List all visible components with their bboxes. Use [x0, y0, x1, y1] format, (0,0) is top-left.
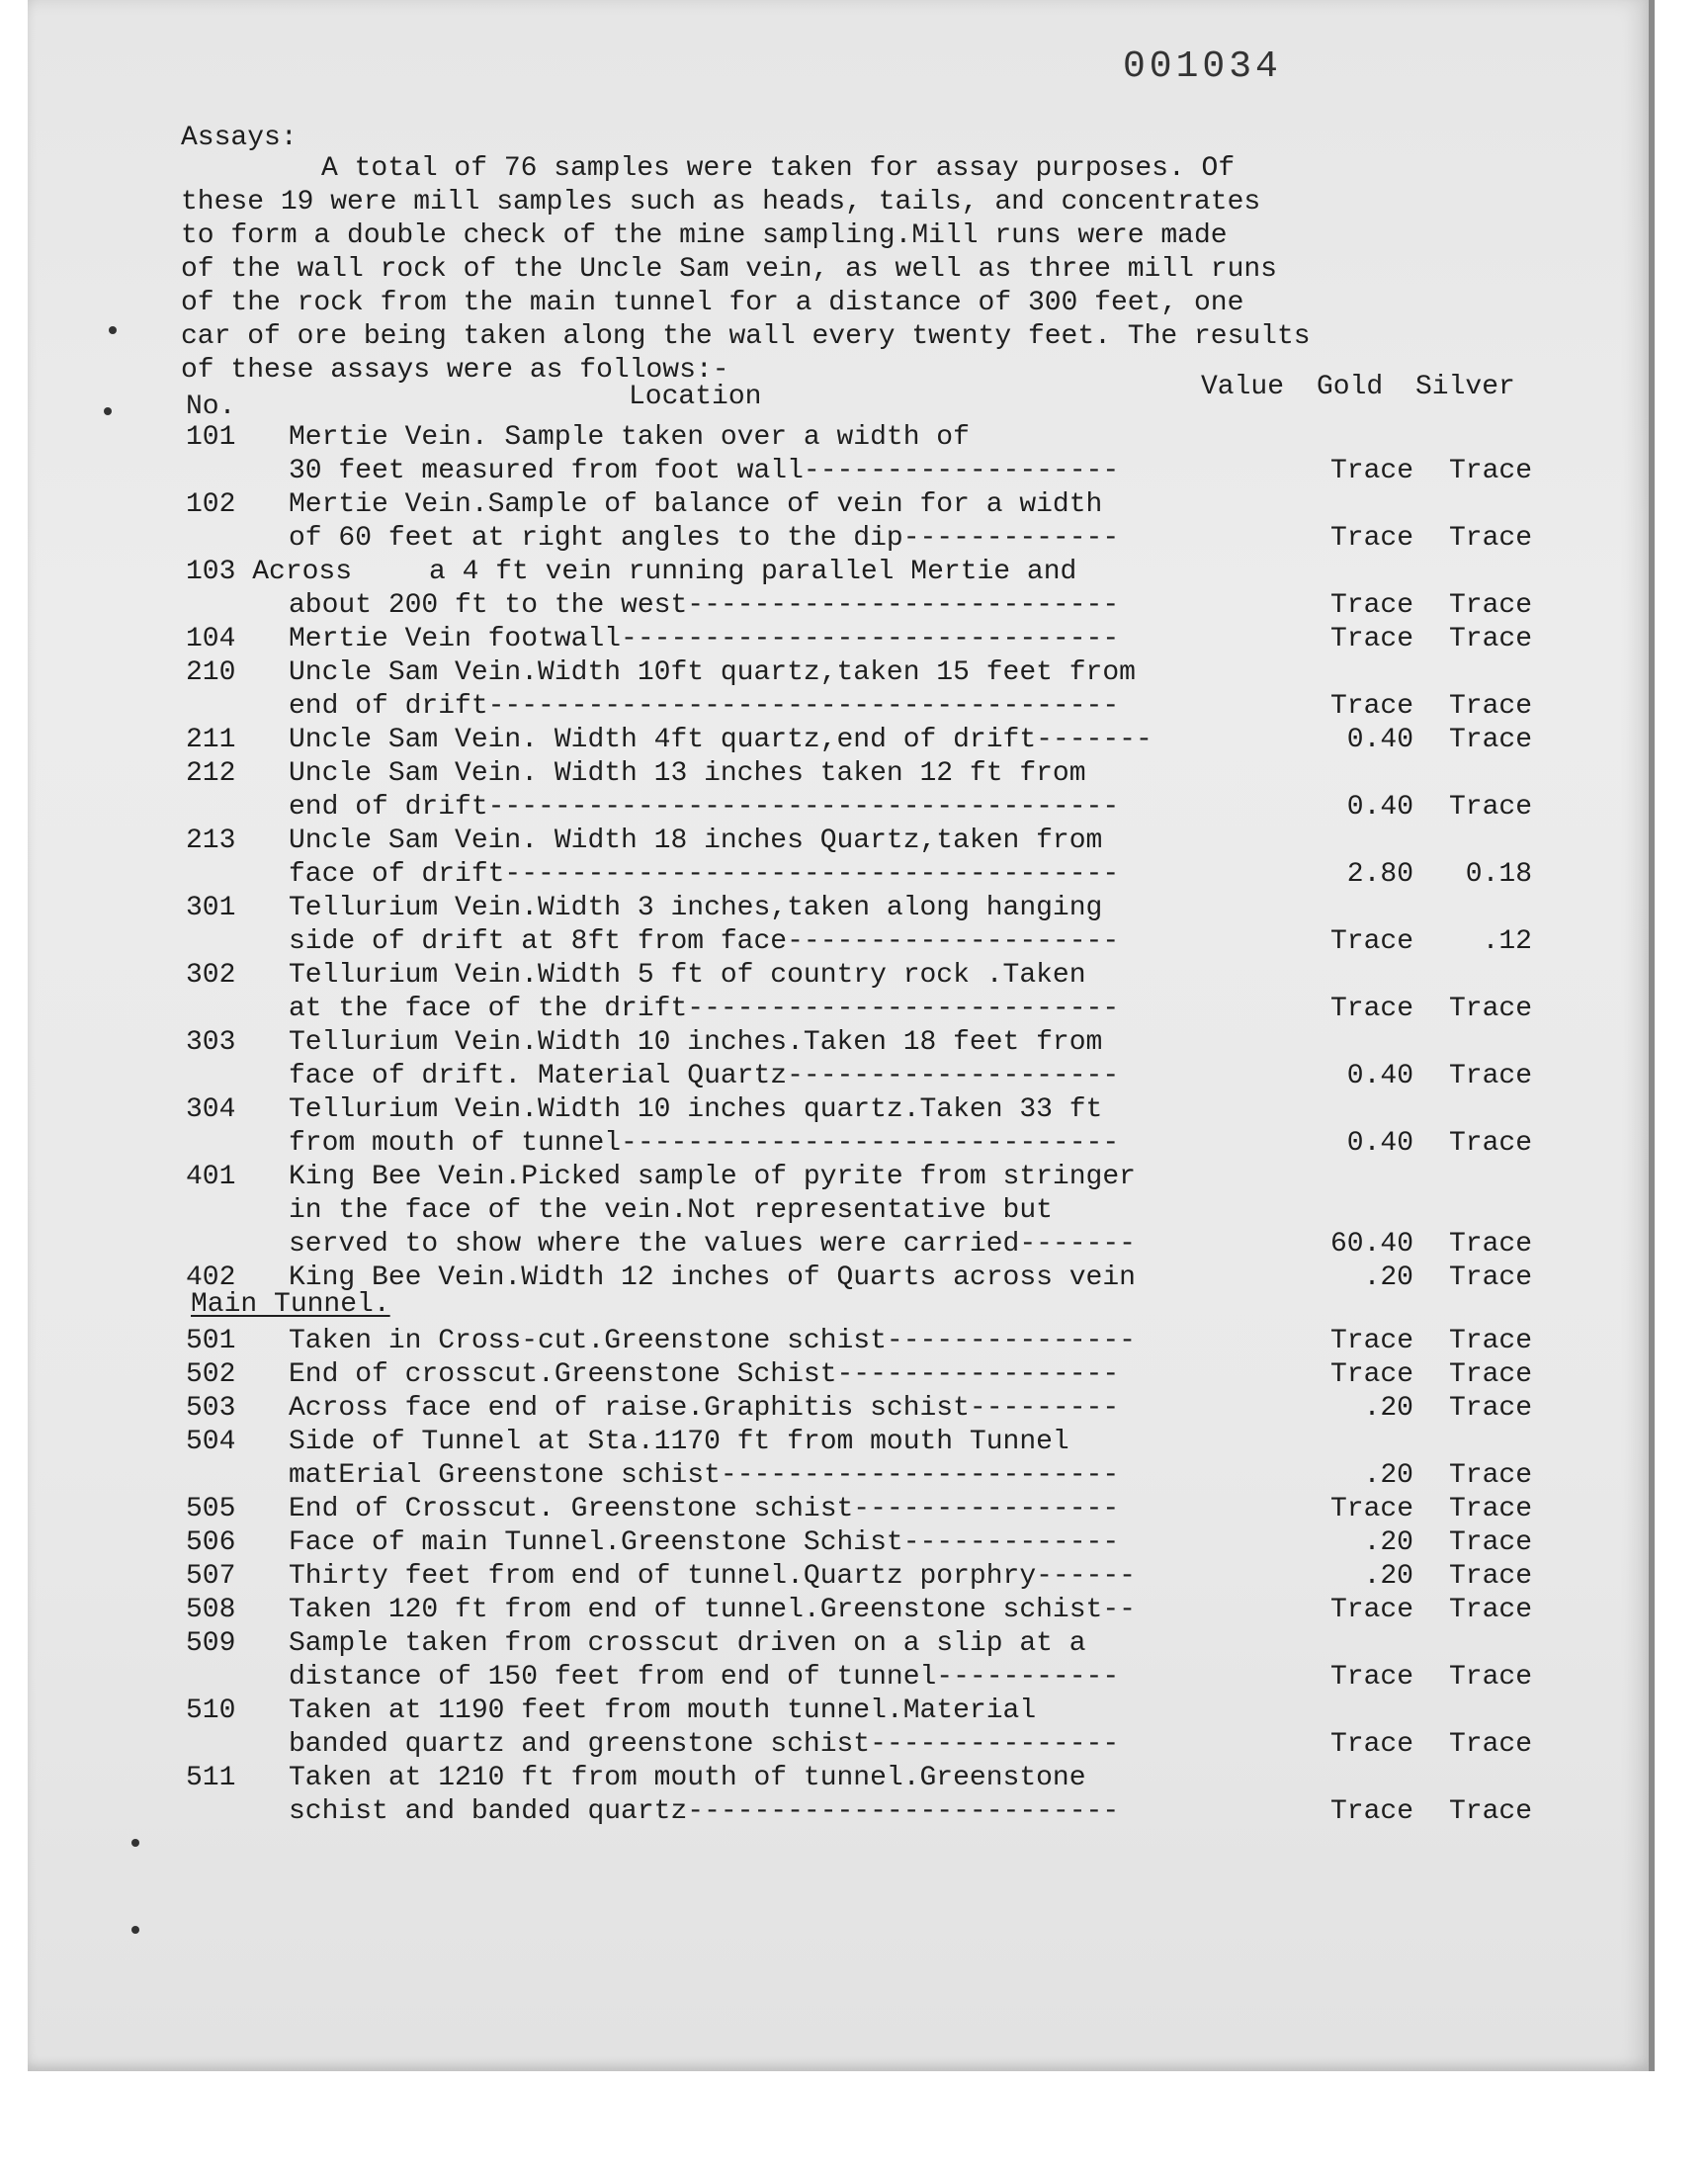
silver-value: Trace [1448, 1595, 1532, 1625]
scan-speck [131, 1926, 139, 1934]
gold-value: 0.40 [1346, 725, 1413, 755]
gold-value: Trace [1329, 1595, 1413, 1625]
silver-value: Trace [1448, 1393, 1532, 1424]
sample-number: 401 [186, 1162, 236, 1192]
sample-number: 502 [186, 1359, 236, 1390]
sample-number: 511 [186, 1763, 236, 1793]
sample-location-line: Mertie Vein.Sample of balance of vein for a width [289, 489, 1103, 520]
gold-value: 0.40 [1346, 792, 1413, 823]
sample-location-line: from mouth of tunnel------------------------------ [289, 1128, 1120, 1159]
sample-location-line: Tellurium Vein.Width 10 inches quartz.Taken 33 ft [289, 1094, 1103, 1125]
silver-value: Trace [1448, 1527, 1532, 1558]
sample-location-line: Uncle Sam Vein. Width 4ft quartz,end of drift------- [289, 725, 1153, 755]
sample-location-line: Tellurium Vein.Width 5 ft of country rock .Taken [289, 960, 1086, 991]
sample-location-line: Across face end of raise.Graphitis schist--------- [289, 1393, 1120, 1424]
sample-location-line: distance of 150 feet from end of tunnel----------- [289, 1662, 1120, 1693]
intro-line: A total of 76 samples were taken for assay purposes. Of [321, 153, 1236, 184]
gold-value: Trace [1329, 624, 1413, 654]
intro-line: of the wall rock of the Uncle Sam vein, as well as three mill runs [181, 254, 1277, 285]
intro-line: of the rock from the main tunnel for a distance of 300 feet, one [181, 288, 1244, 318]
sample-location-line: Taken in Cross-cut.Greenstone schist--------------- [289, 1326, 1136, 1356]
sample-location-line: Uncle Sam Vein.Width 10ft quartz,taken 15 feet from [289, 657, 1136, 688]
gold-value: Trace [1329, 523, 1413, 554]
sample-number: 501 [186, 1326, 236, 1356]
sample-number: 507 [186, 1561, 236, 1592]
gold-value: Trace [1329, 691, 1413, 722]
sample-number: 103 Across [186, 557, 353, 587]
silver-value: Trace [1448, 1561, 1532, 1592]
sample-location-line: face of drift. Material Quartz-------------------- [289, 1061, 1120, 1091]
gold-value: Trace [1329, 1359, 1413, 1390]
column-header-silver: Silver [1415, 372, 1515, 402]
sample-location-line: Side of Tunnel at Sta.1170 ft from mouth Tunnel [289, 1427, 1069, 1457]
silver-value: Trace [1448, 1262, 1532, 1293]
silver-value: .12 [1482, 926, 1532, 957]
silver-value: Trace [1448, 1061, 1532, 1091]
intro-line: car of ore being taken along the wall every twenty feet. The results [181, 321, 1311, 352]
silver-value: Trace [1448, 1729, 1532, 1760]
sample-location-line: served to show where the values were carried------- [289, 1229, 1136, 1260]
sample-location-line: Uncle Sam Vein. Width 18 inches Quartz,taken from [289, 826, 1103, 856]
sample-location-line: Mertie Vein footwall------------------------------ [289, 624, 1120, 654]
gold-value: .20 [1363, 1393, 1413, 1424]
main-tunnel-heading: Main Tunnel. [191, 1289, 390, 1320]
sample-number: 509 [186, 1628, 236, 1659]
gold-value: Trace [1329, 1729, 1413, 1760]
gold-value: 0.40 [1346, 1061, 1413, 1091]
sample-number: 402 [186, 1262, 236, 1293]
sample-number: 503 [186, 1393, 236, 1424]
silver-value: Trace [1448, 1326, 1532, 1356]
column-header-gold: Gold [1317, 372, 1384, 402]
silver-value: Trace [1448, 1359, 1532, 1390]
sample-location-line: 30 feet measured from foot wall------------------- [289, 456, 1120, 486]
gold-value: Trace [1329, 994, 1413, 1024]
sample-location-line: King Bee Vein.Width 12 inches of Quarts across vein [289, 1262, 1136, 1293]
sample-location-line: end of drift-------------------------------------- [289, 691, 1120, 722]
silver-value: Trace [1448, 590, 1532, 621]
sample-location-line: at the face of the drift-------------------------- [289, 994, 1120, 1024]
scan-speck [104, 407, 112, 415]
intro-line: these 19 were mill samples such as heads, tails, and concentrates [181, 187, 1261, 218]
sample-number: 506 [186, 1527, 236, 1558]
column-header-location: Location [629, 382, 762, 412]
sample-number: 504 [186, 1427, 236, 1457]
sample-location-line: End of crosscut.Greenstone Schist----------------- [289, 1359, 1120, 1390]
sample-location-line: side of drift at 8ft from face-------------------- [289, 926, 1120, 957]
silver-value: Trace [1448, 1460, 1532, 1491]
gold-value: Trace [1329, 1662, 1413, 1693]
scan-speck [109, 326, 117, 334]
sample-number: 210 [186, 657, 236, 688]
gold-value: Trace [1329, 456, 1413, 486]
sample-number: 508 [186, 1595, 236, 1625]
sample-location-line: Face of main Tunnel.Greenstone Schist------------- [289, 1527, 1120, 1558]
column-header-no: No. [186, 392, 236, 422]
sample-location-line: Mertie Vein. Sample taken over a width of [289, 422, 970, 453]
section-heading: Assays: [181, 123, 298, 153]
gold-value: .20 [1363, 1460, 1413, 1491]
gold-value: Trace [1329, 926, 1413, 957]
gold-value: .20 [1363, 1262, 1413, 1293]
silver-value: Trace [1448, 1662, 1532, 1693]
sample-location-line: banded quartz and greenstone schist--------------- [289, 1729, 1120, 1760]
gold-value: Trace [1329, 1494, 1413, 1524]
silver-value: Trace [1448, 725, 1532, 755]
sample-location-line: Thirty feet from end of tunnel.Quartz porphry------ [289, 1561, 1136, 1592]
silver-value: Trace [1448, 523, 1532, 554]
sample-number: 303 [186, 1027, 236, 1058]
sample-location-line: Taken 120 ft from end of tunnel.Greenstone schist-- [289, 1595, 1136, 1625]
scan-speck [131, 1839, 139, 1847]
sample-number: 102 [186, 489, 236, 520]
sample-location-line: face of drift------------------------------------- [289, 859, 1120, 890]
sample-location-line: matErial Greenstone schist------------------------ [289, 1460, 1120, 1491]
intro-line: of these assays were as follows:- [181, 355, 729, 386]
gold-value: Trace [1329, 590, 1413, 621]
sample-number: 304 [186, 1094, 236, 1125]
sample-location-line: Tellurium Vein.Width 3 inches,taken along hanging [289, 893, 1103, 923]
sample-number: 302 [186, 960, 236, 991]
silver-value: Trace [1448, 691, 1532, 722]
intro-paragraph [181, 152, 1535, 388]
sample-location-line: Sample taken from crosscut driven on a slip at a [289, 1628, 1086, 1659]
sample-location-line: of 60 feet at right angles to the dip------------- [289, 523, 1120, 554]
gold-value: 60.40 [1329, 1229, 1413, 1260]
gold-value: 2.80 [1346, 859, 1413, 890]
sample-location-line: Uncle Sam Vein. Width 13 inches taken 12 ft from [289, 758, 1086, 789]
sample-number: 510 [186, 1696, 236, 1726]
silver-value: Trace [1448, 1796, 1532, 1827]
sample-location-line: Tellurium Vein.Width 10 inches.Taken 18 feet from [289, 1027, 1103, 1058]
sample-number: 213 [186, 826, 236, 856]
silver-value: Trace [1448, 1128, 1532, 1159]
sample-number: 211 [186, 725, 236, 755]
gold-value: .20 [1363, 1561, 1413, 1592]
gold-value: Trace [1329, 1326, 1413, 1356]
gold-value: .20 [1363, 1527, 1413, 1558]
sample-location-line: schist and banded quartz-------------------------- [289, 1796, 1120, 1827]
sample-location-line: King Bee Vein.Picked sample of pyrite from stringer [289, 1162, 1136, 1192]
sample-number: 212 [186, 758, 236, 789]
sample-location-line: end of drift-------------------------------------- [289, 792, 1120, 823]
silver-value: Trace [1448, 624, 1532, 654]
sample-location-line: a 4 ft vein running parallel Mertie and [429, 557, 1077, 587]
intro-line: to form a double check of the mine sampling.Mill runs were made [181, 220, 1228, 251]
sample-location-line: in the face of the vein.Not representative but [289, 1195, 1053, 1226]
gold-value: Trace [1329, 1796, 1413, 1827]
silver-value: Trace [1448, 792, 1532, 823]
document-number: 001034 [1123, 45, 1282, 88]
silver-value: Trace [1448, 994, 1532, 1024]
sample-location-line: about 200 ft to the west-------------------------- [289, 590, 1120, 621]
silver-value: Trace [1448, 1229, 1532, 1260]
silver-value: 0.18 [1465, 859, 1532, 890]
silver-value: Trace [1448, 456, 1532, 486]
sample-number: 104 [186, 624, 236, 654]
sample-number: 301 [186, 893, 236, 923]
sample-location-line: Taken at 1210 ft from mouth of tunnel.Greenstone [289, 1763, 1086, 1793]
sample-number: 101 [186, 422, 236, 453]
column-header-value: Value [1201, 372, 1285, 402]
gold-value: 0.40 [1346, 1128, 1413, 1159]
sample-location-line: End of Crosscut. Greenstone schist---------------- [289, 1494, 1120, 1524]
sample-location-line: Taken at 1190 feet from mouth tunnel.Material [289, 1696, 1037, 1726]
silver-value: Trace [1448, 1494, 1532, 1524]
sample-number: 505 [186, 1494, 236, 1524]
